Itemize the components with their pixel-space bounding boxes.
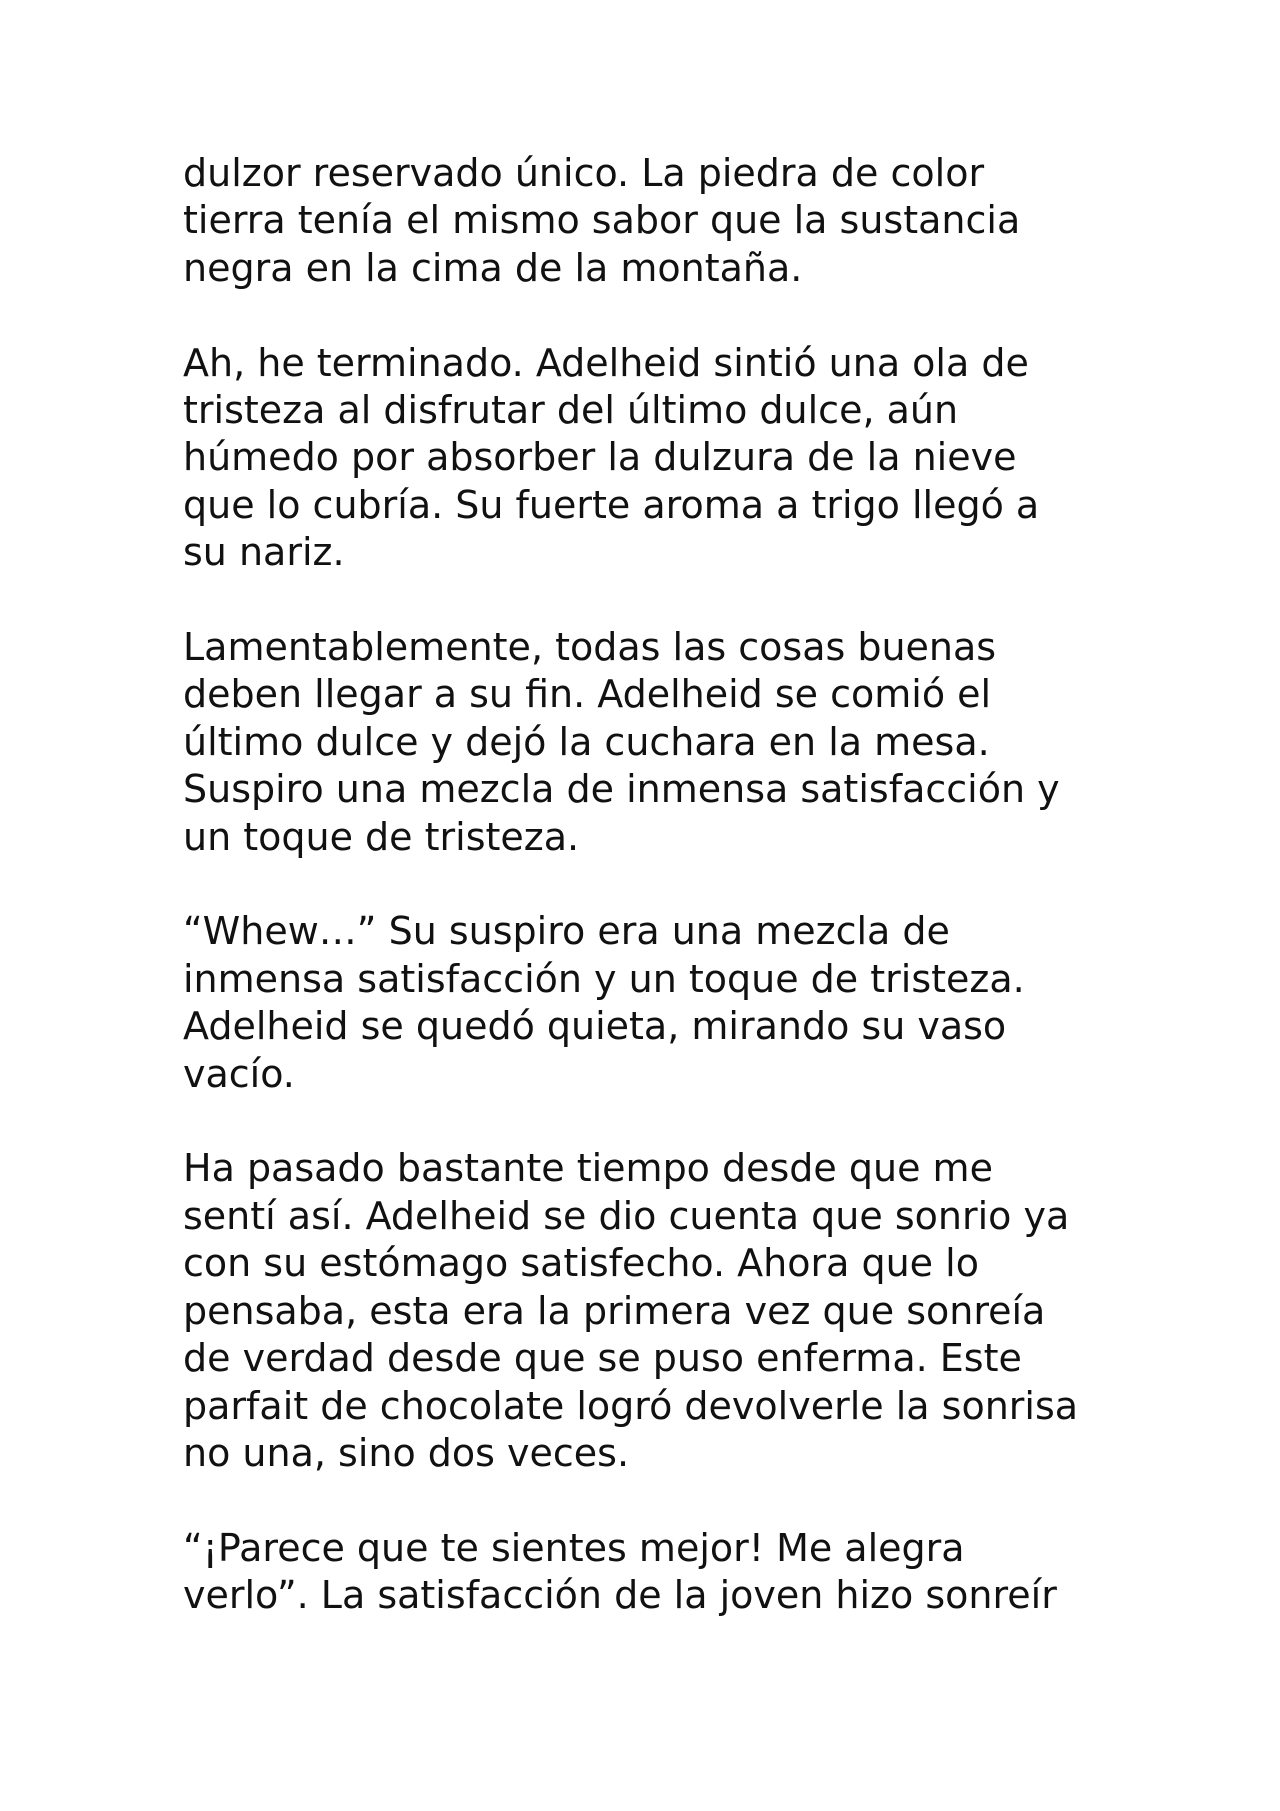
paragraph <box>183 1145 1123 1477</box>
text-line: de verdad desde que se puso enferma. Este <box>183 1336 1022 1381</box>
text-line: tierra tenía el mismo sabor que la sustancia <box>183 198 1021 243</box>
text-line: con su estómago satisfecho. Ahora que lo <box>183 1241 979 1286</box>
text-line: dulzor reservado único. La piedra de color <box>183 151 985 195</box>
text-line: verlo”. La satisfacción de la joven hizo sonreír <box>183 1573 1057 1618</box>
text-line: negra en la cima de la montaña. <box>183 245 803 290</box>
paragraph <box>183 340 1123 577</box>
text-line: Suspiro una mezcla de inmensa satisfacción y <box>183 767 1060 812</box>
text-line: que lo cubría. Su fuerte aroma a trigo llegó a <box>183 482 1040 527</box>
text-line: inmensa satisfacción y un toque de tristeza. <box>183 956 1025 1001</box>
text-line: Adelheid se quedó quieta, mirando su vaso <box>183 1004 1007 1049</box>
paragraph <box>183 908 1123 1098</box>
text-line: deben llegar a su fin. Adelheid se comió el <box>183 672 992 717</box>
body-text <box>183 150 1123 1667</box>
paragraph <box>183 1525 1123 1620</box>
text-line: no una, sino dos veces. <box>183 1430 630 1475</box>
text-line: su nariz. <box>183 530 345 575</box>
text-line: Ah, he terminado. Adelheid sintió una ola de <box>183 340 1029 385</box>
text-line: húmedo por absorber la dulzura de la nieve <box>183 435 1017 480</box>
text-line: Lamentablemente, todas las cosas buenas <box>183 625 997 670</box>
paragraph <box>183 624 1123 861</box>
text-line: vacío. <box>183 1051 295 1096</box>
text-line: sentí así. Adelheid se dio cuenta que sonrio ya <box>183 1193 1070 1238</box>
text-line: un toque de tristeza. <box>183 814 580 859</box>
text-line: último dulce y dejó la cuchara en la mesa. <box>183 719 990 764</box>
text-line: tristeza al disfrutar del último dulce, aún <box>183 388 959 433</box>
paragraph <box>183 150 1123 292</box>
text-line: “¡Parece que te sientes mejor! Me alegra <box>183 1525 965 1570</box>
text-line: “Whew…” Su suspiro era una mezcla de <box>183 909 950 954</box>
text-line: parfait de chocolate logró devolverle la sonrisa <box>183 1383 1079 1428</box>
text-line: pensaba, esta era la primera vez que sonreía <box>183 1288 1046 1333</box>
text-line: Ha pasado bastante tiempo desde que me <box>183 1146 993 1191</box>
